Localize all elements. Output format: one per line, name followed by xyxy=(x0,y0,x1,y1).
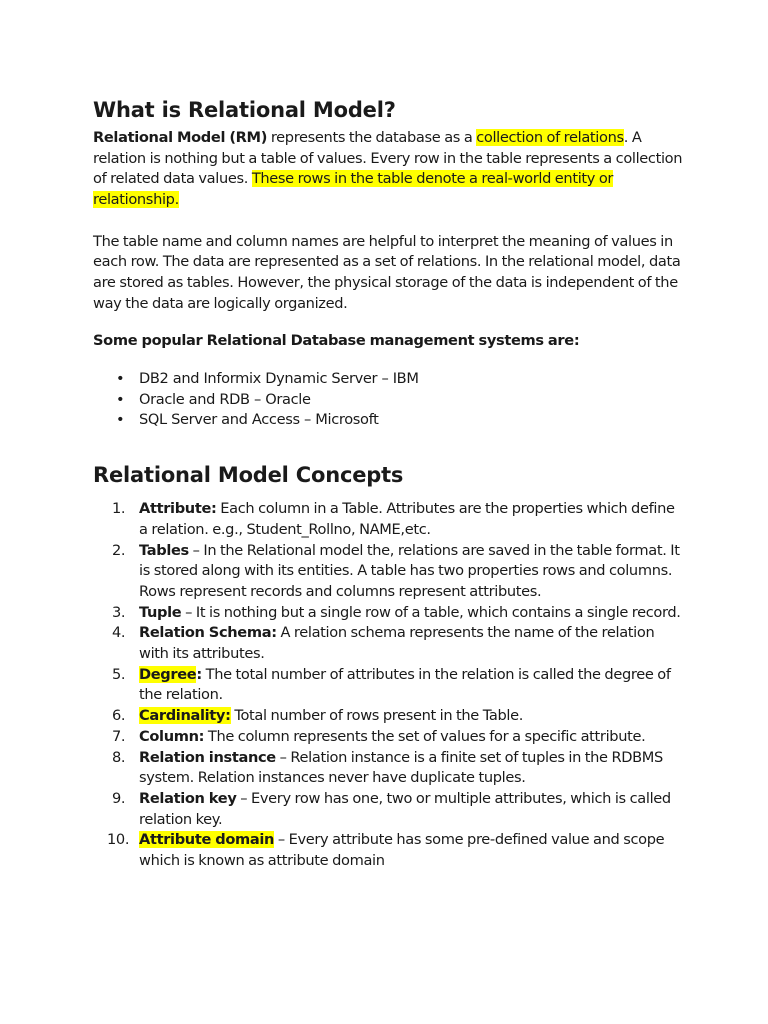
bullet-icon: • xyxy=(116,390,125,408)
intro-text-b: . A relation is nothing but a table of values. Every row in the table represents a collection of related data values. xyxy=(93,129,683,188)
rdbms-list xyxy=(93,369,683,431)
document-page xyxy=(93,96,683,872)
list-item-degree: 5. Degree: The total number of attributes in the relation is called the degree of the relation. xyxy=(112,665,671,704)
highlight-cardinality: Cardinality: xyxy=(139,707,231,725)
list-item-tuple: 3. Tuple – It is nothing but a single row of a table, which contains a single record. xyxy=(112,603,681,621)
concepts-list xyxy=(93,499,683,872)
list-item: • Oracle and RDB – Oracle xyxy=(93,390,683,411)
list-item-attribute-domain: 10. Attribute domain – Every attribute has some pre-defined value and scope which is known as attribute domain xyxy=(107,831,665,870)
list-item-tables: 2. Tables – In the Relational model the, relations are saved in the table format. It is stored along with its entities. A table has two properties rows and columns. Rows represent records and columns represent attributes. xyxy=(112,541,680,600)
list-item-column: 7. Column: The column represents the set of values for a specific attribute. xyxy=(112,727,646,745)
bullet-icon: • xyxy=(116,411,125,429)
highlight-collection-of-relations: collection of relations xyxy=(476,129,624,146)
list-item-relation-key: 9. Relation key – Every row has one, two or multiple attributes, which is called relation key. xyxy=(112,789,671,828)
list-item-relation-instance: 8. Relation instance – Relation instance is a finite set of tuples in the RDBMS system. Relation instances never have duplicate tuples. xyxy=(112,748,663,787)
bullet-icon: • xyxy=(116,370,125,388)
list-item-attribute: 1. Attribute: Each column in a Table. Attributes are the properties which define a relation. e.g., Student_Rollno, NAME,etc. xyxy=(112,500,675,538)
list-item-cardinality: 6. Cardinality: Total number of rows present in the Table. xyxy=(112,707,523,725)
rdbms-subheading: Some popular Relational Database management systems are: xyxy=(93,332,580,350)
highlight-degree: Degree xyxy=(139,665,197,683)
highlight-attribute-domain: Attribute domain xyxy=(139,831,275,849)
storage-paragraph: The table name and column names are helpful to interpret the meaning of values in each row. The data are represented as a set of relations. In the relational model, data are stored as tables. However, the physical storage of the data is independent of the way the data are logically organized. xyxy=(93,232,681,312)
list-item-relation-schema: 4. Relation Schema: A relation schema represents the name of the relation with its attributes. xyxy=(112,624,655,663)
intro-text-a: represents the database as a xyxy=(267,129,477,146)
list-item: • SQL Server and Access – Microsoft xyxy=(93,410,683,431)
highlight-rows-entity: These rows in the table denote a real-world entity or relationship. xyxy=(93,170,614,209)
list-item: • DB2 and Informix Dynamic Server – IBM xyxy=(93,369,683,390)
intro-paragraph xyxy=(93,128,683,211)
section-heading-concepts: Relational Model Concepts xyxy=(93,463,404,488)
section-heading-relational-model: What is Relational Model? xyxy=(93,98,396,122)
rm-bold-lead: Relational Model (RM) xyxy=(93,129,268,146)
